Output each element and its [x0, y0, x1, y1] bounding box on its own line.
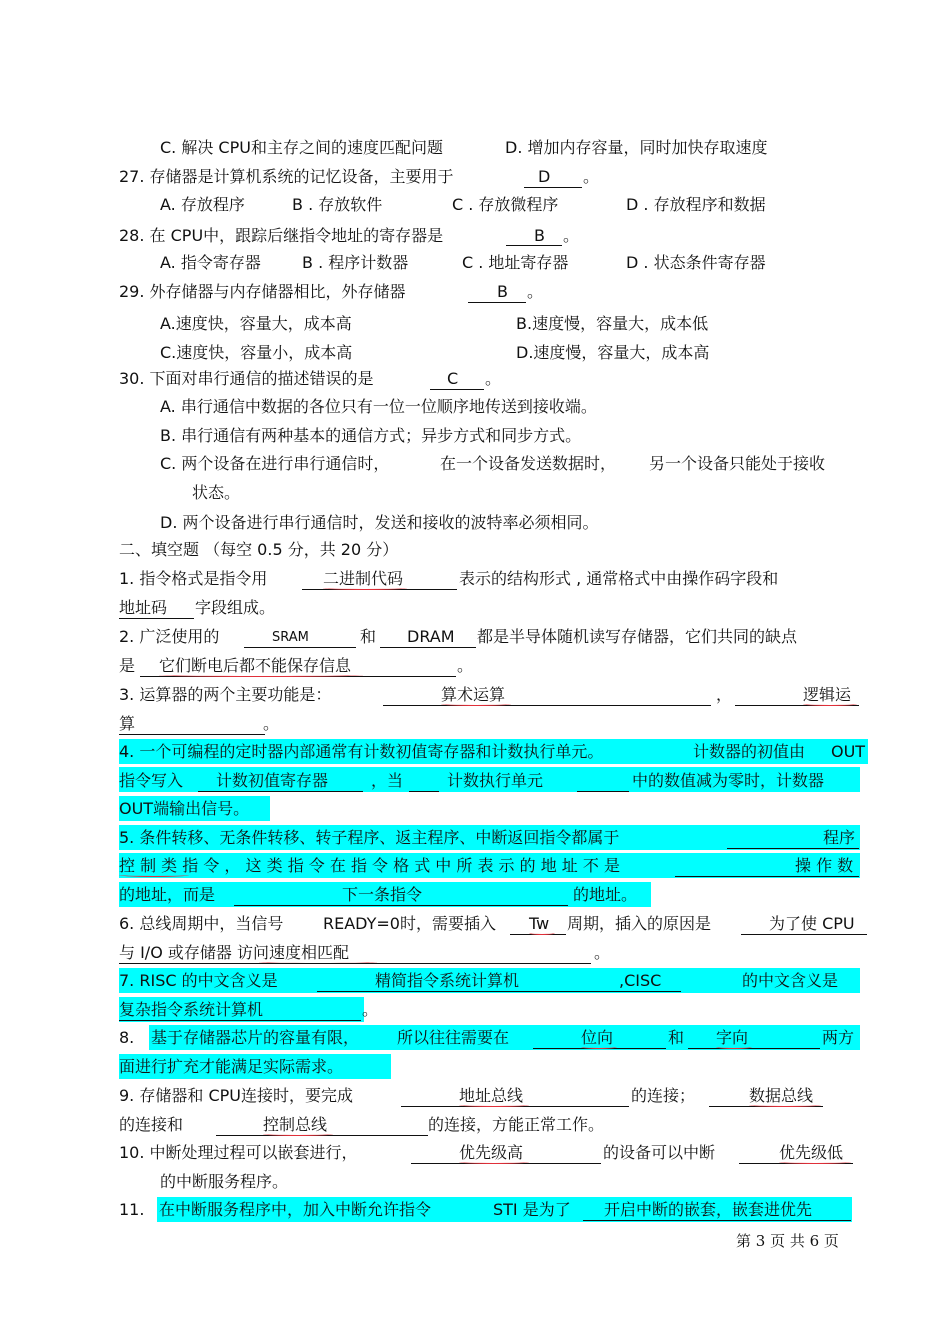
- f3-text-b: ，: [716, 685, 733, 704]
- f6-answer-2-cont: 与 I/O 或存储器 访问速度相匹配: [119, 943, 349, 962]
- f6-blank-3: [119, 963, 591, 964]
- f4-answer-2: 计数执行单元: [447, 771, 544, 790]
- section-heading-fill-in: 二、填空题 （每空 0.5 分，共 20 分）: [119, 540, 399, 559]
- f4-blank-2: [409, 791, 439, 792]
- f10-text-b: 的设备可以中断: [603, 1143, 716, 1162]
- f9-answer-2-mark: [749, 1103, 821, 1107]
- q27-option-c: C . 存放微程序: [452, 195, 559, 214]
- q28-option-b: B . 程序计数器: [302, 253, 409, 272]
- q27-end: 。: [583, 167, 600, 186]
- f4-blank-3: [577, 791, 629, 792]
- f2-blank-2: [380, 647, 476, 648]
- q26-option-d: D. 增加内存容量，同时加快存取速度: [505, 138, 768, 157]
- q28-stem: 28. 在 CPU中，跟踪后继指令地址的寄存器是: [119, 226, 444, 245]
- f9-answer-1-mark: [459, 1103, 529, 1107]
- f4-blank-1: [198, 791, 363, 792]
- f7-text-c: 的中文含义是: [742, 971, 839, 990]
- f7-answer-1: 精简指令系统计算机: [375, 971, 520, 990]
- f10-answer-1-mark: [459, 1160, 529, 1164]
- f9-answer-3-mark: [263, 1132, 333, 1136]
- f8-text-a: 8.: [119, 1028, 135, 1047]
- f4-text-e: ，当: [371, 771, 404, 790]
- f5-answer-1-mark: [119, 873, 189, 877]
- f10-answer-1: 优先级高: [459, 1143, 524, 1162]
- f2-answer-3: 它们断电后都不能保存信息: [159, 656, 352, 675]
- f10-text-a: 10. 中断处理过程可以嵌套进行，: [119, 1143, 358, 1162]
- q27-stem: 27. 存储器是计算机系统的记忆设备，主要用于: [119, 167, 454, 186]
- q29-answer: B: [497, 282, 508, 301]
- f3-answer-1: 算术运算: [441, 685, 506, 704]
- q29-option-c: C.速度快，容量小，成本高: [160, 343, 353, 362]
- f3-answer-2-cont: 算: [119, 714, 136, 733]
- q30-option-c-part1: C. 两个设备在进行串行通信时，: [160, 454, 390, 473]
- f6-text-e: 。: [594, 943, 611, 962]
- f8-text-e: 两方: [822, 1028, 855, 1047]
- f2-text-a: 2. 广泛使用的: [119, 627, 220, 646]
- f8-answer-1-mark: [581, 1045, 617, 1049]
- f6-answer-1: Tw: [529, 914, 550, 933]
- f2-answer-1: SRAM: [272, 630, 309, 645]
- f5-answer-1: 程序: [823, 828, 856, 847]
- q29-option-a: A.速度快，容量大，成本高: [160, 314, 352, 333]
- f10-answer-2: 优先级低: [779, 1143, 844, 1162]
- f3-answer-2-mark: [803, 702, 857, 706]
- q26-option-c: C. 解决 CPU和主存之间的速度匹配问题: [160, 138, 443, 157]
- f7-blank-2: [119, 1020, 361, 1021]
- f11-answer-1: 开启中断的嵌套，嵌套进优先: [604, 1200, 813, 1219]
- q30-option-d: D. 两个设备进行串行通信时，发送和接收的波特率必须相同。: [160, 513, 599, 532]
- f7-blank-1: [317, 991, 619, 992]
- q30-option-c-part4: 状态。: [192, 483, 241, 502]
- f2-text-d: 是: [119, 656, 136, 675]
- f1-answer-1-mark: [323, 586, 407, 590]
- q30-option-c-part3: 另一个设备只能处于接收: [649, 454, 826, 473]
- f11-blank-1: [583, 1220, 851, 1221]
- f5-blank-3: [234, 905, 568, 906]
- q29-stem: 29. 外存储器与内存储器相比，外存储器: [119, 282, 406, 301]
- f3-text-c: 。: [263, 714, 280, 733]
- f7-text-b: ,CISC: [619, 971, 662, 990]
- q27-option-a: A. 存放程序: [160, 195, 245, 214]
- f1-answer-2: 地址码: [119, 598, 168, 617]
- q30-stem: 30. 下面对串行通信的描述错误的是: [119, 369, 374, 388]
- q30-answer: C: [447, 369, 459, 388]
- f8-text-d: 和: [668, 1028, 685, 1047]
- q27-option-b: B . 存放软件: [292, 195, 383, 214]
- f5-text-c: 的地址，而是: [119, 885, 216, 904]
- f9-answer-3: 控制总线: [263, 1115, 328, 1134]
- f4-text-f: 中的数值减为零时，计数器: [632, 771, 825, 790]
- f7-text-a: 7. RISC 的中文含义是: [119, 971, 278, 990]
- q28-option-a: A. 指令寄存器: [160, 253, 261, 272]
- f10-answer-2-mark: [779, 1160, 851, 1164]
- f1-blank-2: [119, 618, 194, 619]
- f2-answer-2: DRAM: [407, 627, 455, 646]
- q28-option-c: C . 地址寄存器: [462, 253, 569, 272]
- f8-answer-1: 位向: [581, 1028, 614, 1047]
- f4-text-c: OUT: [831, 742, 866, 761]
- f1-text-a: 1. 指令格式是指令用: [119, 569, 268, 588]
- f3-blank-3: [119, 734, 265, 735]
- f4-text-a: 4. 一个可编程的定时器内部通常有计数初值寄存器和计数执行单元。: [119, 742, 604, 761]
- f5-answer-3: 下一条指令: [342, 885, 423, 904]
- f9-answer-1: 地址总线: [459, 1086, 524, 1105]
- f11-text-b: 在中断服务程序中，加入中断允许指令: [159, 1200, 432, 1219]
- f9-answer-2: 数据总线: [749, 1086, 814, 1105]
- f1-answer-1: 二进制代码: [323, 569, 404, 588]
- f3-answer-1-mark: [441, 702, 511, 706]
- f8-answer-2-mark: [716, 1045, 752, 1049]
- f3-text-a: 3. 运算器的两个主要功能是：: [119, 685, 332, 704]
- f2-text-e: 。: [457, 656, 474, 675]
- f9-text-b: 的连接；: [631, 1086, 696, 1105]
- f4-text-g: OUT端输出信号。: [119, 799, 250, 818]
- f8-blank-2: [688, 1048, 820, 1049]
- f9-text-d: 的连接，方能正常工作。: [428, 1115, 605, 1134]
- f6-text-c: 周期，插入的原因是: [567, 914, 712, 933]
- f1-text-c: 字段组成。: [195, 598, 276, 617]
- f5-blank-1: [727, 848, 859, 849]
- f4-text-d: 指令写入: [119, 771, 184, 790]
- q30-end: 。: [485, 369, 502, 388]
- f4-answer-1: 计数初值寄存器: [216, 771, 329, 790]
- q28-option-d: D . 状态条件寄存器: [626, 253, 766, 272]
- f6-answer-2: 为了使 CPU: [769, 914, 855, 933]
- page-number: 第 3 页 共 6 页: [736, 1232, 839, 1250]
- f1-text-b: 表示的结构形式 , 通常格式中由操作码字段和: [459, 569, 779, 588]
- q29-option-d: D.速度慢，容量大，成本高: [516, 343, 710, 362]
- q28-answer: B: [534, 226, 545, 245]
- f11-text-a: 11.: [119, 1200, 145, 1219]
- f5-text-a: 5. 条件转移、无条件转移、转子程序、返主程序、中断返回指令都属于: [119, 828, 620, 847]
- f5-answer-2: 操 作 数: [795, 856, 854, 875]
- f5-text-d: 的地址。: [573, 885, 638, 904]
- f9-text-c: 的连接和: [119, 1115, 184, 1134]
- f3-blank-1: [383, 705, 711, 706]
- f7-answer-2: 复杂指令系统计算机: [119, 1000, 264, 1019]
- f2-text-b: 和: [360, 627, 377, 646]
- f10-text-c: 的中断服务程序。: [160, 1172, 289, 1191]
- f8-text-c: 所以往往需要在: [397, 1028, 510, 1047]
- f6-text-b: READY=0时，需要插入: [323, 914, 496, 933]
- f6-text-a: 6. 总线周期中，当信号: [119, 914, 284, 933]
- f11-text-c: STI 是为了: [493, 1200, 571, 1219]
- q29-end: 。: [527, 282, 544, 301]
- f5-blank-2: [675, 876, 859, 877]
- q28-end: 。: [563, 226, 580, 245]
- f9-text-a: 9. 存储器和 CPU连接时，要完成: [119, 1086, 353, 1105]
- q30-option-c-part2: 在一个设备发送数据时，: [440, 454, 617, 473]
- q29-option-b: B.速度慢，容量大，成本低: [516, 314, 709, 333]
- f6-blank-2: [741, 934, 867, 935]
- f2-text-c: 都是半导体随机读写存储器，它们共同的缺点: [477, 627, 798, 646]
- f7-blank-1b: [619, 991, 681, 992]
- f2-answer-3-mark: [159, 673, 363, 677]
- q27-answer: D: [538, 167, 551, 186]
- f4-text-b: 计数器的初值由: [693, 742, 806, 761]
- f7-text-d: 。: [362, 1000, 379, 1019]
- q30-option-a: A. 串行通信中数据的各位只有一位一位顺序地传送到接收端。: [160, 397, 597, 416]
- f8-answer-2: 字向: [716, 1028, 749, 1047]
- q30-option-b: B. 串行通信有两种基本的通信方式；异步方式和同步方式。: [160, 426, 582, 445]
- f5-text-b: 控 制 类 指 令 ， 这 类 指 令 在 指 令 格 式 中 所 表 示 的 地 址 不 是: [119, 856, 620, 875]
- q27-option-d: D . 存放程序和数据: [626, 195, 766, 214]
- f3-answer-2: 逻辑运: [803, 685, 852, 704]
- q27-blank: [524, 187, 582, 188]
- q29-blank: [468, 302, 526, 303]
- f6-answer-1-mark: [529, 931, 555, 935]
- q30-blank: [430, 389, 484, 390]
- f8-text-b: 基于存储器芯片的容量有限，: [151, 1028, 360, 1047]
- f8-text-f: 面进行扩充才能满足实际需求。: [119, 1057, 344, 1076]
